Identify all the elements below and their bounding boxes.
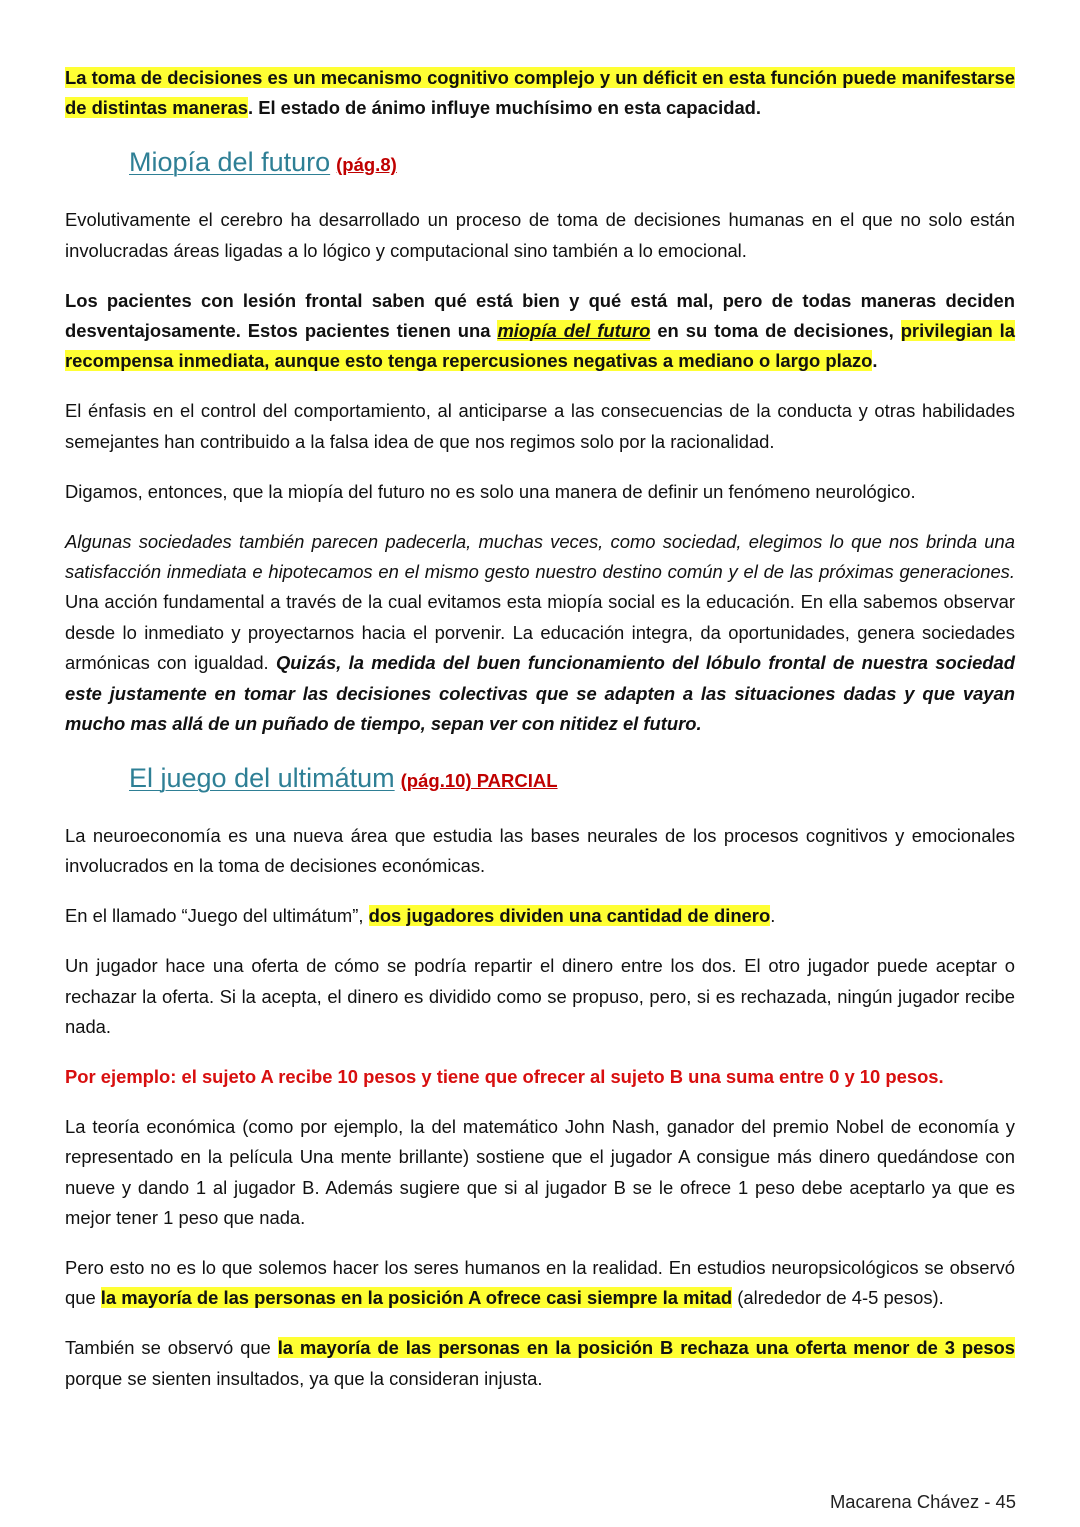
page-reference: (pág.8): [336, 154, 397, 176]
section-heading-miopia: Miopía del futuro (pág.8): [129, 147, 397, 178]
page-footer: Macarena Chávez - 45: [829, 1491, 1016, 1512]
paragraph: La teoría económica (como por ejemplo, la del matemático John Nash, ganador del premio Nobel de economía y representado en la película Una mente brillante) sostiene que el jugador A consigue más dinero quedándose con nueve y dando 1 al jugador B. Además sugiere que si al jugador B se le ofrece 1 peso debe aceptarlo ya que es mejor tener 1 peso que nada.: [65, 1115, 1015, 1228]
paragraph: Evolutivamente el cerebro ha desarrollado un proceso de toma de decisiones humanas en el que no solo están involucradas áreas ligadas a lo lógico y computacional sino también a lo emocional.: [65, 209, 1015, 261]
highlight: la mayoría de las personas en la posición B rechaza una oferta menor de 3 pesos: [277, 1337, 1016, 1359]
paragraph: Pero esto no es lo que solemos hacer los seres humanos en la realidad. En estudios neuropsicológicos se observó que la mayoría de las personas en la posición A ofrece casi siempre la mitad (alrededor de 4-5 pesos).: [65, 1256, 1015, 1309]
highlight: miopía del futuro: [497, 320, 651, 342]
page-reference: (pág.10) PARCIAL: [400, 769, 558, 791]
paragraph: Un jugador hace una oferta de cómo se podría repartir el dinero entre los dos. El otro jugador puede aceptar o rechazar la oferta. Si la acepta, el dinero es dividido como se propuso, pero, si es rechazada, ningún jugador recibe nada.: [65, 955, 1015, 1037]
example-paragraph: Por ejemplo: el sujeto A recibe 10 pesos y tiene que ofrecer al sujeto B una suma entre 0 y 10 pesos.: [65, 1065, 944, 1087]
highlight: dos jugadores dividen una cantidad de dinero: [368, 905, 771, 927]
highlight: privilegian la recompensa inmediata, aunque esto tenga repercusiones negativas a mediano o largo plazo: [65, 320, 1015, 372]
section-heading-ultimatum: El juego del ultimátum (pág.10) PARCIAL: [129, 762, 558, 793]
paragraph: También se observó que la mayoría de las personas en la posición B rechaza una oferta menor de 3 pesos porque se sienten insultados, ya que la consideran injusta.: [65, 1337, 1016, 1389]
document-page: [65, 63, 1015, 1414]
paragraph: El énfasis en el control del comportamiento, al anticiparse a las consecuencias de la conducta y otras habilidades semejantes han contribuido a la falsa idea de que nos regimos solo por la racionalidad.: [65, 400, 1015, 452]
highlight: la mayoría de las personas en la posición A ofrece casi siempre la mitad: [100, 1287, 733, 1309]
paragraph: Algunas sociedades también parecen padecerla, muchas veces, como sociedad, elegimos lo que nos brinda una satisfacción inmediata e hipotecamos en el mismo gesto nuestro destino común y el de las próximas generaciones. Una acción fundamental a través de la cual evitamos esta miopía social es la educación. En ella sabemos observar desde lo inmediato y proyectarnos hacia el porvenir. La educación integra, da oportunidades, genera sociedades armónicas con igualdad. Quizás, la medida del buen funcionamiento del lóbulo frontal de nuestra sociedad este justamente en tomar las decisiones colectivas que se adapten a las situaciones dadas y que vayan mucho mas allá de un puñado de tiempo, sepan ver con nitidez el futuro.: [65, 530, 1016, 734]
paragraph: La neuroeconomía es una nueva área que estudia las bases neurales de los procesos cognitivos y emocionales involucrados en la toma de decisiones económicas.: [65, 824, 1015, 877]
highlight: La toma de decisiones es un mecanismo cognitivo complejo y un déficit en esta función puede manifestarse de distintas maneras: [65, 67, 1015, 119]
paragraph: En el llamado “Juego del ultimátum”, dos jugadores dividen una cantidad de dinero.: [65, 905, 776, 927]
paragraph: Digamos, entonces, que la miopía del futuro no es solo una manera de definir un fenómeno neurológico.: [65, 480, 916, 502]
intro-paragraph: La toma de decisiones es un mecanismo cognitivo complejo y un déficit en esta función puede manifestarse de distintas maneras. El estado de ánimo influye muchísimo en esta capacidad.: [65, 67, 1015, 119]
paragraph: Los pacientes con lesión frontal saben qué está bien y qué está mal, pero de todas maneras deciden desventajosamente. Estos pacientes tienen una miopía del futuro en su toma de decisiones, privilegian la recompensa inmediata, aunque esto tenga repercusiones negativas a mediano o largo plazo.: [65, 289, 1015, 372]
